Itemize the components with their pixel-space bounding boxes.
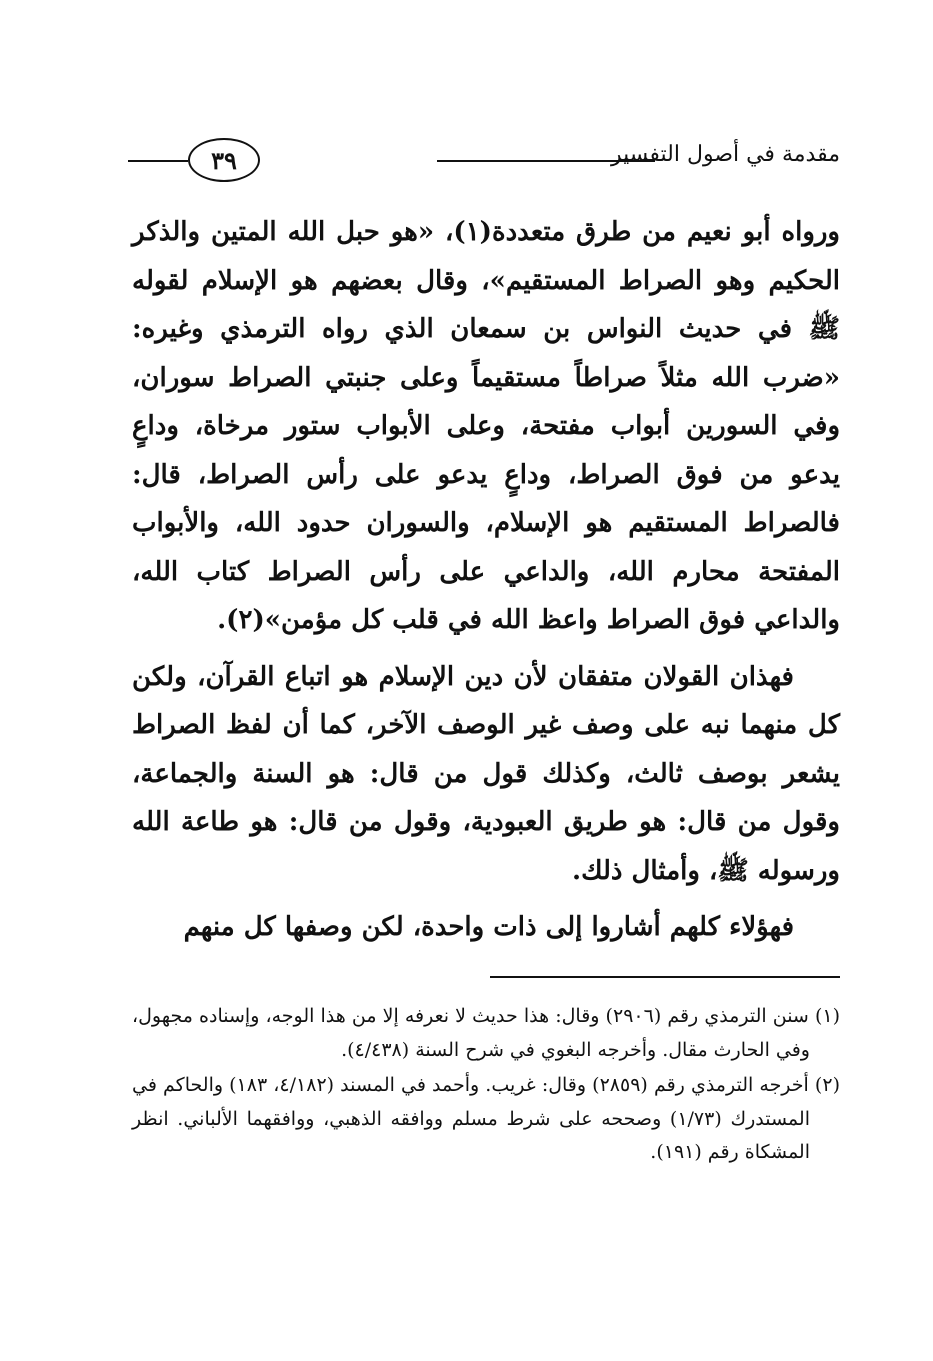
paragraph: ورواه أبو نعيم من طرق متعددة(١)، «هو حبل الله المتين والذكر الحكيم وهو الصراط المستقيم»، وقال بعضهم هو الإسلام لقوله ﷺ في حديث النواس بن سمعان الذي رواه الترمذي وغيره: «ضرب الله مثلاً صراطاً مستقيماً وعلى جنبتي الصراط سوران، وفي السورين أبواب مفتحة، وعلى الأبواب ستور مرخاة، وداعٍ يدعو من فوق الصراط، وداعٍ يدعو على رأس الصراط، قال: فالصراط المستقيم هو الإسلام، والسوران حدود الله، والأبواب المفتحة محارم الله، والداعي على رأس الصراط كتاب الله، والداعي فوق الصراط واعظ الله في قلب كل مؤمن»(٢). (132, 217, 840, 635)
book-title: مقدمة في أصول التفسير (610, 142, 840, 167)
main-text (132, 208, 840, 952)
page-header (128, 136, 840, 186)
footnote: (١) سنن الترمذي رقم (٢٩٠٦) وقال: هذا حديث لا نعرفه إلا من هذا الوجه، وإسناده مجهول، وفي الحارث مقال. وأخرجه البغوي في شرح السنة (٤/٤٣٨). (132, 1005, 841, 1061)
paragraph: فهؤلاء كلهم أشاروا إلى ذات واحدة، لكن وصفها كل منهم (183, 912, 794, 942)
paragraph: فهذان القولان متفقان لأن دين الإسلام هو اتباع القرآن، ولكن كل منهما نبه على وصف غير الوصف الآخر، كما أن لفظ الصراط يشعر بوصف ثالث، وكذلك قول من قال: هو السنة والجماعة، وقول من قال: هو طريق العبودية، وقول من قال: هو طاعة الله ورسوله ﷺ، وأمثال ذلك. (132, 661, 840, 886)
page-number: ٣٩ (211, 145, 237, 175)
page-number-badge (188, 138, 260, 182)
header-rule-left (128, 160, 188, 162)
footnote-separator (490, 976, 840, 978)
footnote: (٢) أخرجه الترمذي رقم (٢٨٥٩) وقال: غريب. وأحمد في المسند (٤/١٨٢، ١٨٣) والحاكم في المستدرك (١/٧٣) وصححه على شرط مسلم ووافقه الذهبي، ووافقهما الألباني. انظر المشكاة رقم (١٩١). (132, 1074, 840, 1163)
footnotes (132, 1000, 840, 1170)
